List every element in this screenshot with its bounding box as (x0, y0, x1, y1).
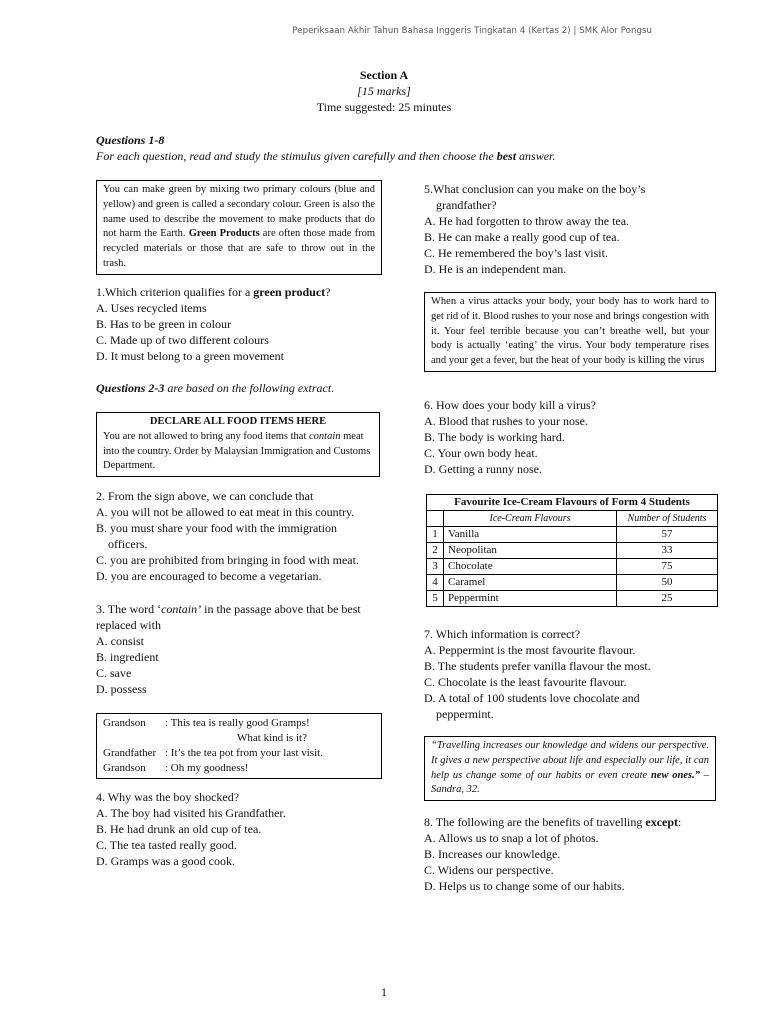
section-time: Time suggested: 25 minutes (316, 100, 452, 114)
option: C. The tea tasted really good. (96, 838, 237, 852)
option: D. you are encouraged to become a vegetarian. (96, 569, 322, 583)
question-3 (96, 601, 386, 697)
option: D. Helps us to change some of our habits. (424, 879, 625, 893)
table-row: 5 Peppermint 25 (427, 591, 718, 607)
option: C. Widens our perspective. (424, 863, 554, 877)
col-header: Number of Students (617, 511, 718, 527)
table-row: 4 Caramel 50 (427, 575, 718, 591)
speaker: Grandfather (103, 747, 157, 759)
question-6 (424, 397, 714, 477)
question-2 (96, 488, 386, 584)
question-stem: 5.What conclusion can you make on the boy’s (424, 182, 646, 196)
option: C. Chocolate is the least favourite flavour. (424, 675, 627, 689)
question-stem: 1.Which criterion qualifies for a green product? (96, 285, 331, 299)
question-7 (424, 626, 714, 722)
table-title: Favourite Ice-Cream Flavours of Form 4 Students (427, 495, 718, 511)
option: B. He can make a really good cup of tea. (424, 230, 620, 244)
question-stem: 4. Why was the boy shocked? (96, 790, 240, 804)
section-marks: [15 marks] (357, 84, 411, 98)
option: B. ingredient (96, 650, 159, 664)
option: C. Your own body heat. (424, 446, 538, 460)
sign-title: DECLARE ALL FOOD ITEMS HERE (149, 416, 327, 427)
dialogue-line: : This tea is really good Gramps! (165, 717, 310, 729)
dialogue-line: : It’s the tea pot from your last visit. (165, 747, 323, 759)
option: B. you must share your food with the immigration (96, 521, 337, 535)
stimulus-quote: “Travelling increases our knowledge and widens our perspective. It gives a new perspective about life and especially our life, it can help us change some of our habits or even create new ones.” – Sandra, 32. (424, 736, 716, 801)
question-stem: 6. How does your body kill a virus? (424, 398, 596, 412)
option: C. Made up of two different colours (96, 333, 269, 347)
question-stem: 7. Which information is correct? (424, 627, 581, 641)
option: A. consist (96, 634, 144, 648)
option: B. Increases our knowledge. (424, 847, 561, 861)
option: C. save (96, 666, 132, 680)
questions-heading: Questions 1-8 (96, 133, 165, 147)
option: B. Has to be green in colour (96, 317, 231, 331)
question-5 (424, 181, 714, 277)
option: C. you are prohibited from bringing in food with meat. (96, 553, 359, 567)
stimulus-food-sign: DECLARE ALL FOOD ITEMS HERE You are not allowed to bring any food items that contain meat into the country. Order by Malaysian Immigration and Customs Department. (96, 412, 380, 477)
table-row: 2 Neopolitan 33 (427, 543, 718, 559)
question-1 (96, 284, 386, 364)
dialogue-line: What kind is it? (237, 732, 307, 744)
stimulus-virus: When a virus attacks your body, your body has to work hard to get rid of it. Blood rushes to your nose and brings congestion with it. Your feel terrible because you can’t breathe well, but your body is actually ‘eating’ the virus. Your body temperature rises and your get a fever, but the heat of your body is killing the virus (424, 292, 716, 372)
option: D. possess (96, 682, 147, 696)
option: A. The boy had visited his Grandfather. (96, 806, 286, 820)
question-stem-cont: grandfather? (436, 198, 497, 212)
option: officers. (108, 537, 148, 551)
option: D. He is an independent man. (424, 262, 567, 276)
option: D. A total of 100 students love chocolate and (424, 691, 640, 705)
instructions: For each question, read and study the stimulus given carefully and then choose the best answer. (96, 149, 556, 163)
option: D. It must belong to a green movement (96, 349, 284, 363)
page-header: Peperiksaan Akhir Tahun Bahasa Inggeris Tingkatan 4 (Kertas 2) | SMK Alor Pongsu (292, 26, 652, 36)
question-4 (96, 789, 386, 869)
option: C. He remembered the boy’s last visit. (424, 246, 608, 260)
speaker (103, 731, 165, 746)
speaker: Grandson (103, 762, 146, 774)
option: D. Getting a runny nose. (424, 462, 542, 476)
option: B. The body is working hard. (424, 430, 565, 444)
table-row: 3 Chocolate 75 (427, 559, 718, 575)
section-title: Section A (359, 68, 409, 82)
option: peppermint. (436, 707, 494, 721)
stimulus-dialogue (96, 713, 382, 779)
col-header: Ice-Cream Flavours (444, 511, 617, 527)
question-stem: 2. From the sign above, we can conclude that (96, 489, 314, 503)
option: A. Peppermint is the most favourite flavour. (424, 643, 636, 657)
dialogue-line: : Oh my goodness! (165, 762, 249, 774)
question-stem: 8. The following are the benefits of travelling except: (424, 815, 682, 829)
question-8 (424, 814, 714, 894)
option: A. Blood that rushes to your nose. (424, 414, 588, 428)
table-row: 1 Vanilla 57 (427, 527, 718, 543)
option: A. you will not be allowed to eat meat in this country. (96, 505, 355, 519)
question-stem: 3. The word ‘contain’ in the passage above that be best replaced with (96, 602, 361, 632)
option: B. He had drunk an old cup of tea. (96, 822, 262, 836)
questions-2-3-intro: Questions 2-3 are based on the following extract. (96, 381, 335, 395)
option: A. Uses recycled items (96, 301, 207, 315)
option: A. Allows us to snap a lot of photos. (424, 831, 599, 845)
option: A. He had forgotten to throw away the tea. (424, 214, 630, 228)
page-number: 1 (381, 985, 387, 999)
speaker: Grandson (103, 717, 146, 729)
option: D. Gramps was a good cook. (96, 854, 235, 868)
stimulus-green-products: You can make green by mixing two primary colours (blue and yellow) and green is called a secondary colour. Green is also the name used to describe the movement to make products that do not harm the Earth. Green Products are often those made from recycled materials or those that are safe to throw out in the trash. (96, 180, 382, 275)
option: B. The students prefer vanilla flavour the most. (424, 659, 651, 673)
icecream-table (426, 494, 718, 607)
